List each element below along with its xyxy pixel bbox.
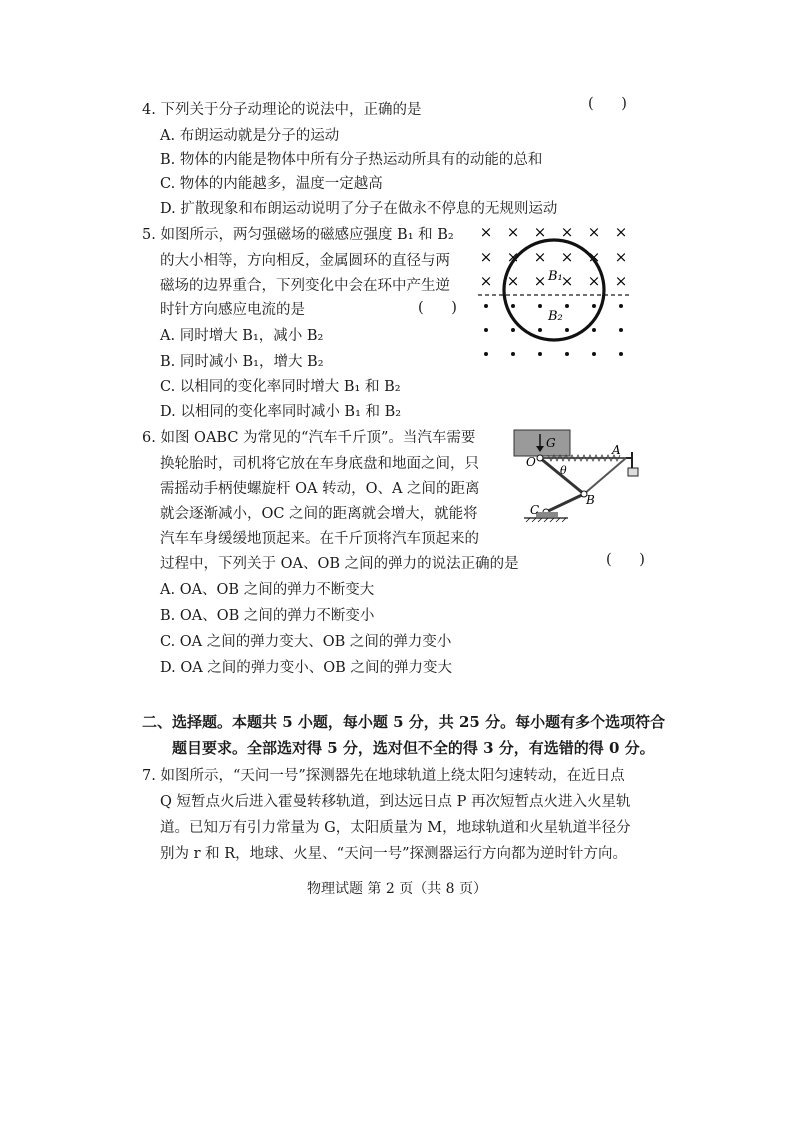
field-dot-mark	[619, 352, 623, 356]
field-dot-mark	[484, 304, 488, 308]
q7-line-4: 别为 r 和 R，地球、火星、“天问一号”探测器运行方向都为逆时针方向。	[160, 846, 627, 862]
field-dot-mark	[511, 352, 515, 356]
q6-stem-line-4: 就会逐渐减小，OC 之间的距离就会增大，就能将	[160, 506, 478, 522]
q4-option-b: B. 物体的内能是物体中所有分子热运动所具有的动能的总和	[160, 152, 543, 168]
arm-ab	[584, 458, 626, 494]
q7-line-1: 7. 如图所示，“天问一号”探测器先在地球轨道上绕太阳匀速转动，在近日点	[142, 768, 625, 784]
field-cross-mark: ×	[587, 223, 601, 241]
field-dot-mark	[565, 328, 569, 332]
q7-line-3: 道。已知万有引力常量为 G，太阳质量为 M，地球轨道和火星轨道半径分	[160, 820, 631, 836]
jack-base	[536, 512, 558, 517]
q6-stem-line-3: 需摇动手柄使螺旋杆 OA 转动，O、A 之间的距离	[160, 481, 480, 497]
q6-answer-paren: ( )	[606, 552, 645, 568]
q5-option-d: D. 以相同的变化率同时减小 B₁ 和 B₂	[160, 404, 402, 420]
q4-answer-paren: ( )	[588, 96, 627, 112]
label-theta: θ	[560, 464, 567, 477]
field-cross-mark: ×	[479, 272, 493, 290]
car-body-block	[514, 430, 570, 456]
field-dot-mark	[565, 352, 569, 356]
label-g: G	[546, 436, 556, 450]
field-cross-mark: ×	[560, 272, 574, 290]
field-dot-mark	[538, 328, 542, 332]
field-cross-mark: ×	[533, 272, 547, 290]
arm-bc	[546, 494, 584, 512]
field-dot-mark	[511, 328, 515, 332]
field-dot-mark	[538, 304, 542, 308]
field-cross-mark: ×	[479, 223, 493, 241]
field-cross-mark: ×	[533, 248, 547, 266]
field-cross-mark: ×	[587, 248, 601, 266]
q5-stem-line-2: 的大小相等，方向相反，金属圆环的直径与两	[160, 253, 450, 269]
field-dot-mark	[484, 328, 488, 332]
field-cross-mark: ×	[506, 272, 520, 290]
field-dot-mark	[592, 328, 596, 332]
q5-answer-paren: ( )	[418, 300, 457, 316]
q6-car-jack-figure	[508, 424, 648, 524]
field-dot-mark	[538, 352, 542, 356]
q6-stem-line-1: 6. 如图 OABC 为常见的“汽车千斤顶”。当汽车需要	[142, 430, 476, 446]
q7-line-2: Q 短暂点火后进入霍曼转移轨道，到达远日点 P 再次短暂点火进入火星轨	[160, 794, 631, 810]
field-cross-mark: ×	[614, 272, 628, 290]
q4-option-a: A. 布朗运动就是分子的运动	[160, 128, 340, 144]
field-dot-mark	[619, 328, 623, 332]
field-dot-mark	[565, 304, 569, 308]
section2-heading-line-2: 题目要求。全部选对得 5 分，选对但不全的得 3 分，有选错的得 0 分。	[172, 739, 655, 757]
q5-stem-line-1: 5. 如图所示，两匀强磁场的磁感应强度 B₁ 和 B₂	[142, 227, 454, 243]
field-cross-mark: ×	[479, 248, 493, 266]
field-dot-mark	[592, 352, 596, 356]
q6-stem-line-6: 过程中，下列关于 OA、OB 之间的弹力的说法正确的是	[160, 556, 519, 572]
section2-heading-line-1: 二、选择题。本题共 5 小题，每小题 5 分，共 25 分。每小题有多个选项符合	[142, 713, 666, 731]
label-b1: B₁	[548, 269, 563, 284]
field-cross-mark: ×	[614, 223, 628, 241]
crank-handle	[628, 468, 638, 476]
field-cross-mark: ×	[587, 272, 601, 290]
q6-stem-line-2: 换轮胎时，司机将它放在车身底盘和地面之间，只	[160, 456, 479, 472]
label-a: A	[612, 443, 621, 457]
field-cross-mark: ×	[506, 223, 520, 241]
q5-stem-line-3: 磁场的边界重合，下列变化中会在环中产生逆	[160, 278, 450, 294]
field-cross-mark: ×	[560, 223, 574, 241]
field-cross-mark: ×	[533, 223, 547, 241]
label-o: O	[526, 455, 536, 469]
q6-option-d: D. OA 之间的弹力变小、OB 之间的弹力变大	[160, 660, 452, 676]
field-cross-mark: ×	[560, 248, 574, 266]
q4-stem: 4. 下列关于分子动理论的说法中，正确的是	[142, 102, 422, 118]
field-dot-mark	[619, 304, 623, 308]
q5-option-c: C. 以相同的变化率同时增大 B₁ 和 B₂	[160, 379, 401, 395]
field-cross-mark: ×	[614, 248, 628, 266]
q6-option-a: A. OA、OB 之间的弹力不断变大	[160, 582, 375, 598]
field-dot-mark	[511, 304, 515, 308]
q4-option-d: D. 扩散现象和布朗运动说明了分子在做永不停息的无规则运动	[160, 201, 558, 217]
label-c: C	[530, 503, 540, 517]
field-cross-mark: ×	[506, 248, 520, 266]
q5-option-a: A. 同时增大 B₁，减小 B₂	[160, 328, 324, 344]
q6-stem-line-5: 汽车车身缓缓地顶起来。在千斤顶将汽车顶起来的	[160, 531, 479, 547]
q5-magnetic-field-figure	[470, 220, 640, 370]
field-dot-mark	[592, 304, 596, 308]
metal-ring	[504, 240, 604, 340]
q6-option-c: C. OA 之间的弹力变大、OB 之间的弹力变小	[160, 634, 452, 650]
field-dot-mark	[484, 352, 488, 356]
page-footer: 物理试题 第 2 页（共 8 页）	[306, 881, 488, 897]
q5-option-b: B. 同时减小 B₁，增大 B₂	[160, 354, 324, 370]
label-b: B	[586, 493, 595, 507]
q5-stem-line-4: 时针方向感应电流的是	[160, 302, 305, 318]
q6-option-b: B. OA、OB 之间的弹力不断变小	[160, 608, 375, 624]
q4-option-c: C. 物体的内能越多，温度一定越高	[160, 176, 383, 192]
label-b2: B₂	[548, 309, 563, 324]
pivot-o	[537, 455, 543, 461]
